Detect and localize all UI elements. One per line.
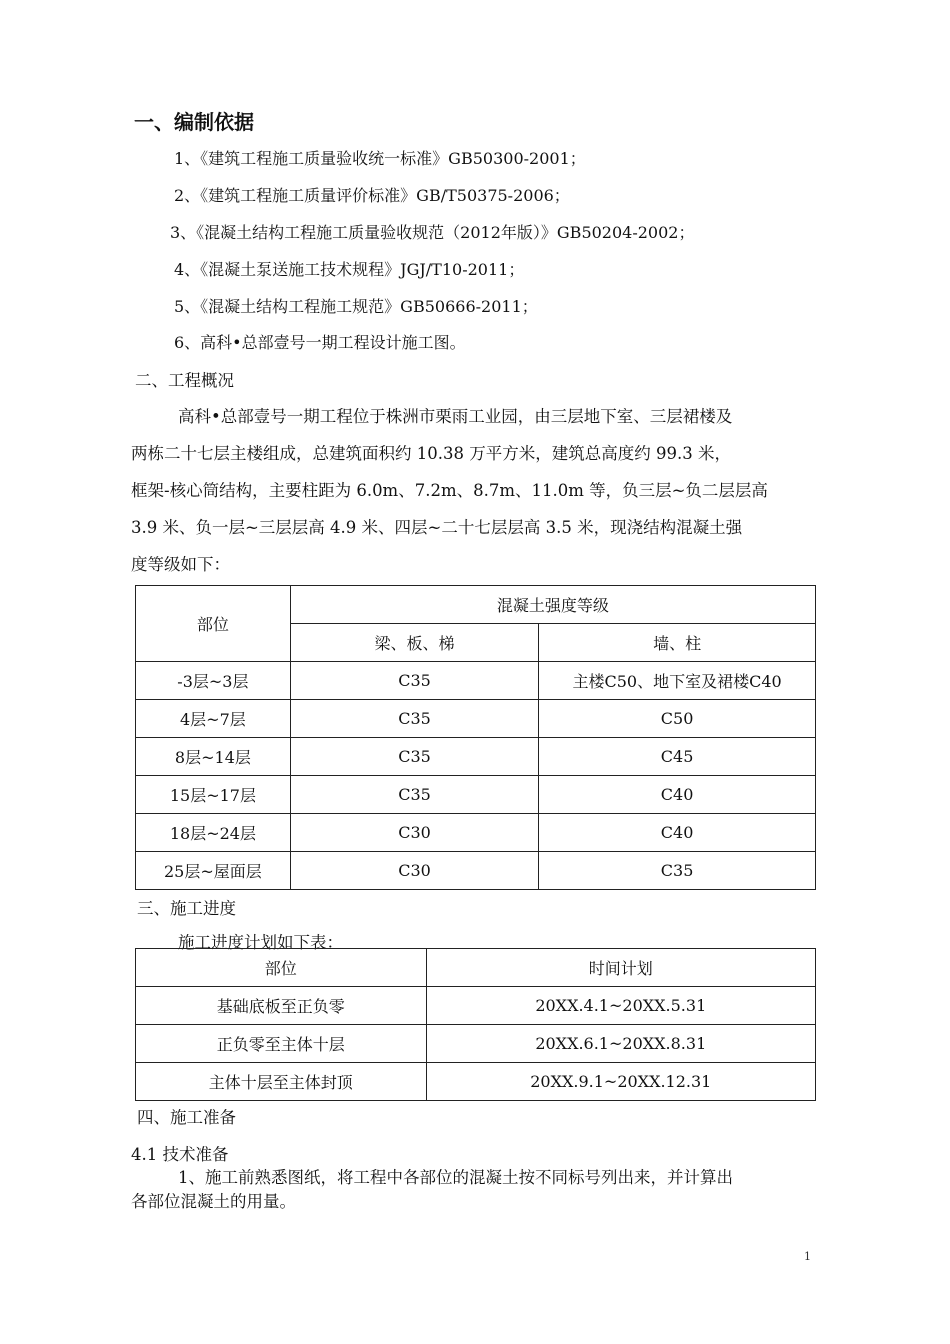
concrete-grade-table xyxy=(135,585,816,890)
cell-wall-grade: C50 xyxy=(539,700,816,738)
cell-beam-grade: C30 xyxy=(290,852,538,890)
overview-line: 框架-核心筒结构，主要柱距为 6.0m、7.2m、8.7m、11.0m 等，负三层~负二层层高 xyxy=(131,481,768,500)
cell-location: 25层~屋面层 xyxy=(136,852,291,890)
reference-item: 4、《混凝土泵送施工技术规程》JGJ/T10-2011； xyxy=(174,260,525,279)
cell-beam-grade: C35 xyxy=(290,738,538,776)
cell-location: 主体十层至主体封顶 xyxy=(136,1063,427,1101)
cell-time: 20XX.4.1~20XX.5.31 xyxy=(426,987,815,1025)
cell-beam-grade: C35 xyxy=(290,662,538,700)
cell-location: 15层~17层 xyxy=(136,776,291,814)
header-time-plan: 时间计划 xyxy=(426,949,815,987)
cell-wall-grade: C35 xyxy=(539,852,816,890)
schedule-intro: 施工进度计划如下表： xyxy=(178,933,343,952)
header-location: 部位 xyxy=(136,949,427,987)
cell-location: 8层~14层 xyxy=(136,738,291,776)
cell-beam-grade: C35 xyxy=(290,776,538,814)
schedule-table xyxy=(135,948,816,1101)
heading-basis: 一、编制依据 xyxy=(134,110,254,134)
overview-line: 3.9 米、负一层~三层层高 4.9 米、四层~二十七层层高 3.5 米，现浇结构混凝土强 xyxy=(131,518,743,537)
preparation-line: 1、施工前熟悉图纸，将工程中各部位的混凝土按不同标号列出来，并计算出 xyxy=(178,1168,733,1187)
table-row xyxy=(136,987,816,1025)
table-row xyxy=(136,662,816,700)
cell-wall-grade: C40 xyxy=(539,776,816,814)
reference-item: 2、《建筑工程施工质量评价标准》GB/T50375-2006； xyxy=(174,186,570,205)
overview-line: 两栋二十七层主楼组成，总建筑面积约 10.38 万平方米，建筑总高度约 99.3 米， xyxy=(131,444,731,463)
cell-time: 20XX.6.1~20XX.8.31 xyxy=(426,1025,815,1063)
section-title-preparation: 四、施工准备 xyxy=(137,1108,236,1127)
reference-item: 1、《建筑工程施工质量验收统一标准》GB50300-2001； xyxy=(174,149,586,168)
table-row xyxy=(136,852,816,890)
section-title-overview: 二、工程概况 xyxy=(135,371,234,390)
cell-beam-grade: C30 xyxy=(290,814,538,852)
header-concrete-grade: 混凝土强度等级 xyxy=(290,586,815,624)
page-number: 1 xyxy=(804,1250,811,1263)
table-row xyxy=(136,1063,816,1101)
header-wall-column: 墙、柱 xyxy=(539,624,816,662)
cell-beam-grade: C35 xyxy=(290,700,538,738)
table-row xyxy=(136,814,816,852)
header-location: 部位 xyxy=(136,586,291,662)
table-row xyxy=(136,700,816,738)
cell-wall-grade: C45 xyxy=(539,738,816,776)
cell-wall-grade: 主楼C50、地下室及裙楼C40 xyxy=(539,662,816,700)
reference-item: 5、《混凝土结构工程施工规范》GB50666-2011； xyxy=(174,297,538,316)
reference-item: 3、《混凝土结构工程施工质量验收规范（2012年版）》GB50204-2002； xyxy=(170,223,695,242)
header-beam-slab-stair: 梁、板、梯 xyxy=(290,624,538,662)
cell-location: 18层~24层 xyxy=(136,814,291,852)
table-row xyxy=(136,1025,816,1063)
table-row xyxy=(136,738,816,776)
overview-line: 高科•总部壹号一期工程位于株洲市栗雨工业园，由三层地下室、三层裙楼及 xyxy=(178,407,733,426)
table-row xyxy=(136,776,816,814)
cell-location: -3层~3层 xyxy=(136,662,291,700)
subsection-title-technical: 4.1 技术准备 xyxy=(131,1145,229,1164)
cell-location: 正负零至主体十层 xyxy=(136,1025,427,1063)
cell-wall-grade: C40 xyxy=(539,814,816,852)
reference-item: 6、高科•总部壹号一期工程设计施工图。 xyxy=(174,333,466,352)
overview-line: 度等级如下： xyxy=(131,555,230,574)
cell-time: 20XX.9.1~20XX.12.31 xyxy=(426,1063,815,1101)
cell-location: 基础底板至正负零 xyxy=(136,987,427,1025)
cell-location: 4层~7层 xyxy=(136,700,291,738)
section-title-schedule: 三、施工进度 xyxy=(137,899,236,918)
preparation-line: 各部位混凝土的用量。 xyxy=(131,1192,296,1211)
